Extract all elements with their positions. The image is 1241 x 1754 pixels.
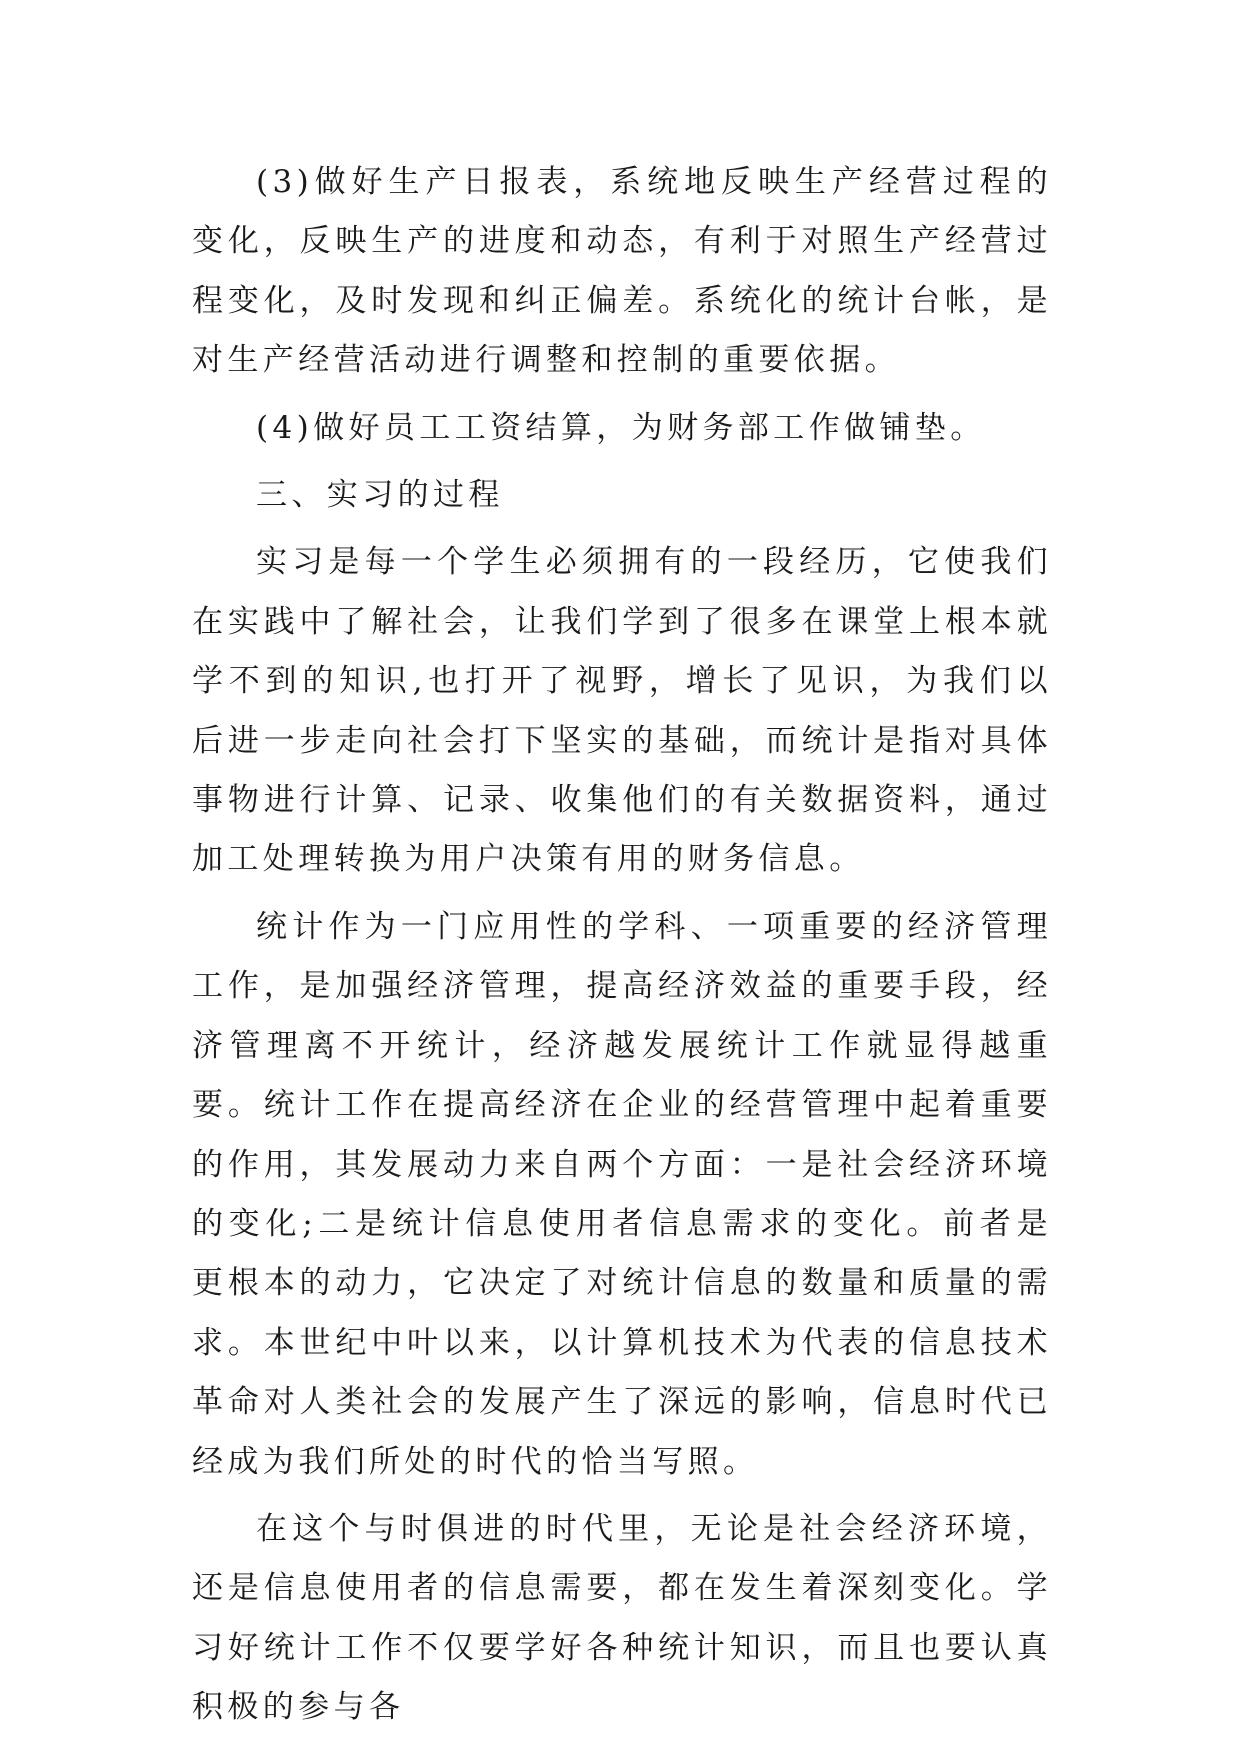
- paragraph-statistics-role: 统计作为一门应用性的学科、一项重要的经济管理工作，是加强经济管理，提高经济效益的重要手段，经济管理离不开统计，经济越发展统计工作就显得越重要。统计工作在提高经济在企业的经营管理中起着重要的作用，其发展动力来自两个方面：一是社会经济环境的变化;二是统计信息使用者信息需求的变化。前者是更根本的动力，它决定了对统计信息的数量和质量的需求。本世纪中叶以来，以计算机技术为代表的信息技术革命对人类社会的发展产生了深远的影响，信息时代已经成为我们所处的时代的恰当写照。: [192, 908, 1052, 1480]
- document-body: [192, 153, 1052, 1746]
- paragraph-daily-report: (3)做好生产日报表，系统地反映生产经营过程的变化，反映生产的进度和动态，有利于对照生产经营过程变化，及时发现和纠正偏差。系统化的统计台帐，是对生产经营活动进行调整和控制的重要依据。: [192, 164, 1052, 379]
- paragraph-internship-experience: 实习是每一个学生必须拥有的一段经历，它使我们在实践中了解社会，让我们学到了很多在课堂上根本就学不到的知识,也打开了视野，增长了见识，为我们以后进一步走向社会打下坚实的基础，而统计是指对具体事物进行计算、记录、收集他们的有关数据资料，通过加工处理转换为用户决策有用的财务信息。: [192, 544, 1052, 878]
- section-heading-internship-process: 三、实习的过程: [256, 477, 504, 514]
- paragraph-payroll: (4)做好员工工资结算，为财务部工作做铺垫。: [256, 409, 986, 446]
- paragraph-changing-era: 在这个与时俱进的时代里，无论是社会经济环境，还是信息使用者的信息需要，都在发生着深刻变化。学习好统计工作不仅要学好各种统计知识，而且也要认真积极的参与各: [192, 1510, 1052, 1726]
